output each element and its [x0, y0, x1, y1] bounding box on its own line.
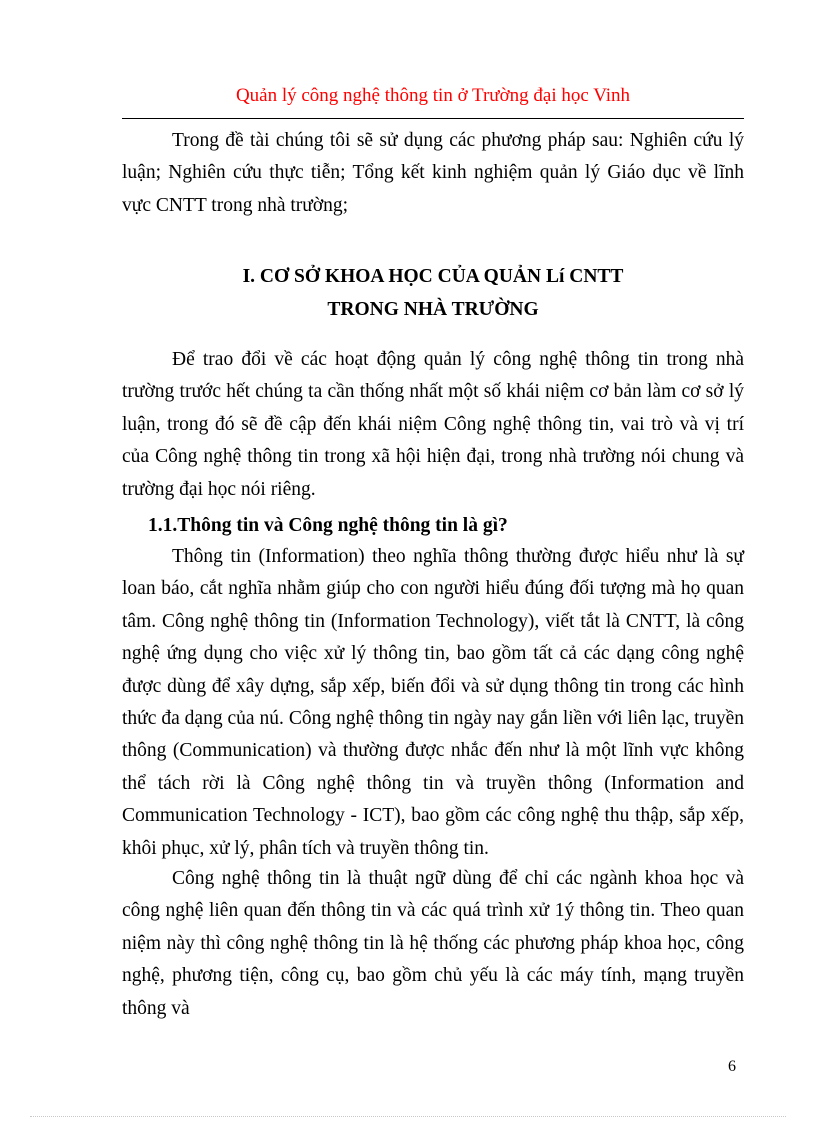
section-heading-line-2: TRONG NHÀ TRƯỜNG: [327, 299, 539, 320]
subsection-title: 1.1.Thông tin và Công nghệ thông tin là gì?: [148, 515, 508, 536]
paragraph-definitions: Để trao đổi về các hoạt động quản lý công nghệ thông tin trong nhà trường trước hết chúng ta cần thống nhất một số khái niệm cơ bản làm cơ sở lý luận, trong đó sẽ đề cập đến khái niệm Công nghệ thông tin, vai trò và vị trí của Công nghệ thông tin trong xã hội hiện đại, trong nhà trường nói chung và trường đại học nói riêng.: [122, 349, 744, 500]
running-header: Quản lý công nghệ thông tin ở Trường đại học Vinh: [235, 85, 631, 106]
section-heading-line-1: I. CƠ SỞ KHOA HỌC CỦA QUẢN Lí CNTT: [242, 266, 624, 287]
paragraph-information: Thông tin (Information) theo nghĩa thông thường được hiểu như là sự loan báo, cắt nghĩa nhằm giúp cho con người hiểu đúng đối tượng mà họ quan tâm. Công nghệ thông tin (Information Technology), viết tắt là CNTT, là công nghệ ứng dụng cho việc xử lý thông tin, bao gồm tất cả các dạng công nghệ được dùng để xây dựng, sắp xếp, biến đổi và sử dụng thông tin trong các hình thức đa dạng của nú. Công nghệ thông tin ngày nay gắn liền với liên lạc, truyền thông (Communication) và thường được nhắc đến như là một lĩnh vực không thể tách rời là Công nghệ thông tin và truyền thông (Information and Communication Technology - ICT), bao gồm các công nghệ thu thập, sắp xếp, khôi phục, xử lý, phân tích và truyền thông tin.: [122, 546, 744, 859]
paragraph-it-term: Công nghệ thông tin là thuật ngữ dùng để chỉ các ngành khoa học và công nghệ liên quan đến thông tin và các quá trình xử 1ý thông tin. Theo quan niệm này thì công nghệ thông tin là hệ thống các phương pháp khoa học, công nghệ, phương tiện, công cụ, bao gồm chủ yếu là các máy tính, mạng truyền thông và: [122, 868, 744, 1019]
intro-paragraph: Trong đề tài chúng tôi sẽ sử dụng các phương pháp sau: Nghiên cứu lý luận; Nghiên cứu thực tiễn; Tổng kết kinh nghiệm quản lý Giáo dục về lĩnh vực CNTT trong nhà trường;: [122, 130, 744, 216]
page-number: 6: [728, 1058, 736, 1075]
page-bottom-border: [30, 1116, 786, 1117]
header-divider: [122, 118, 744, 119]
